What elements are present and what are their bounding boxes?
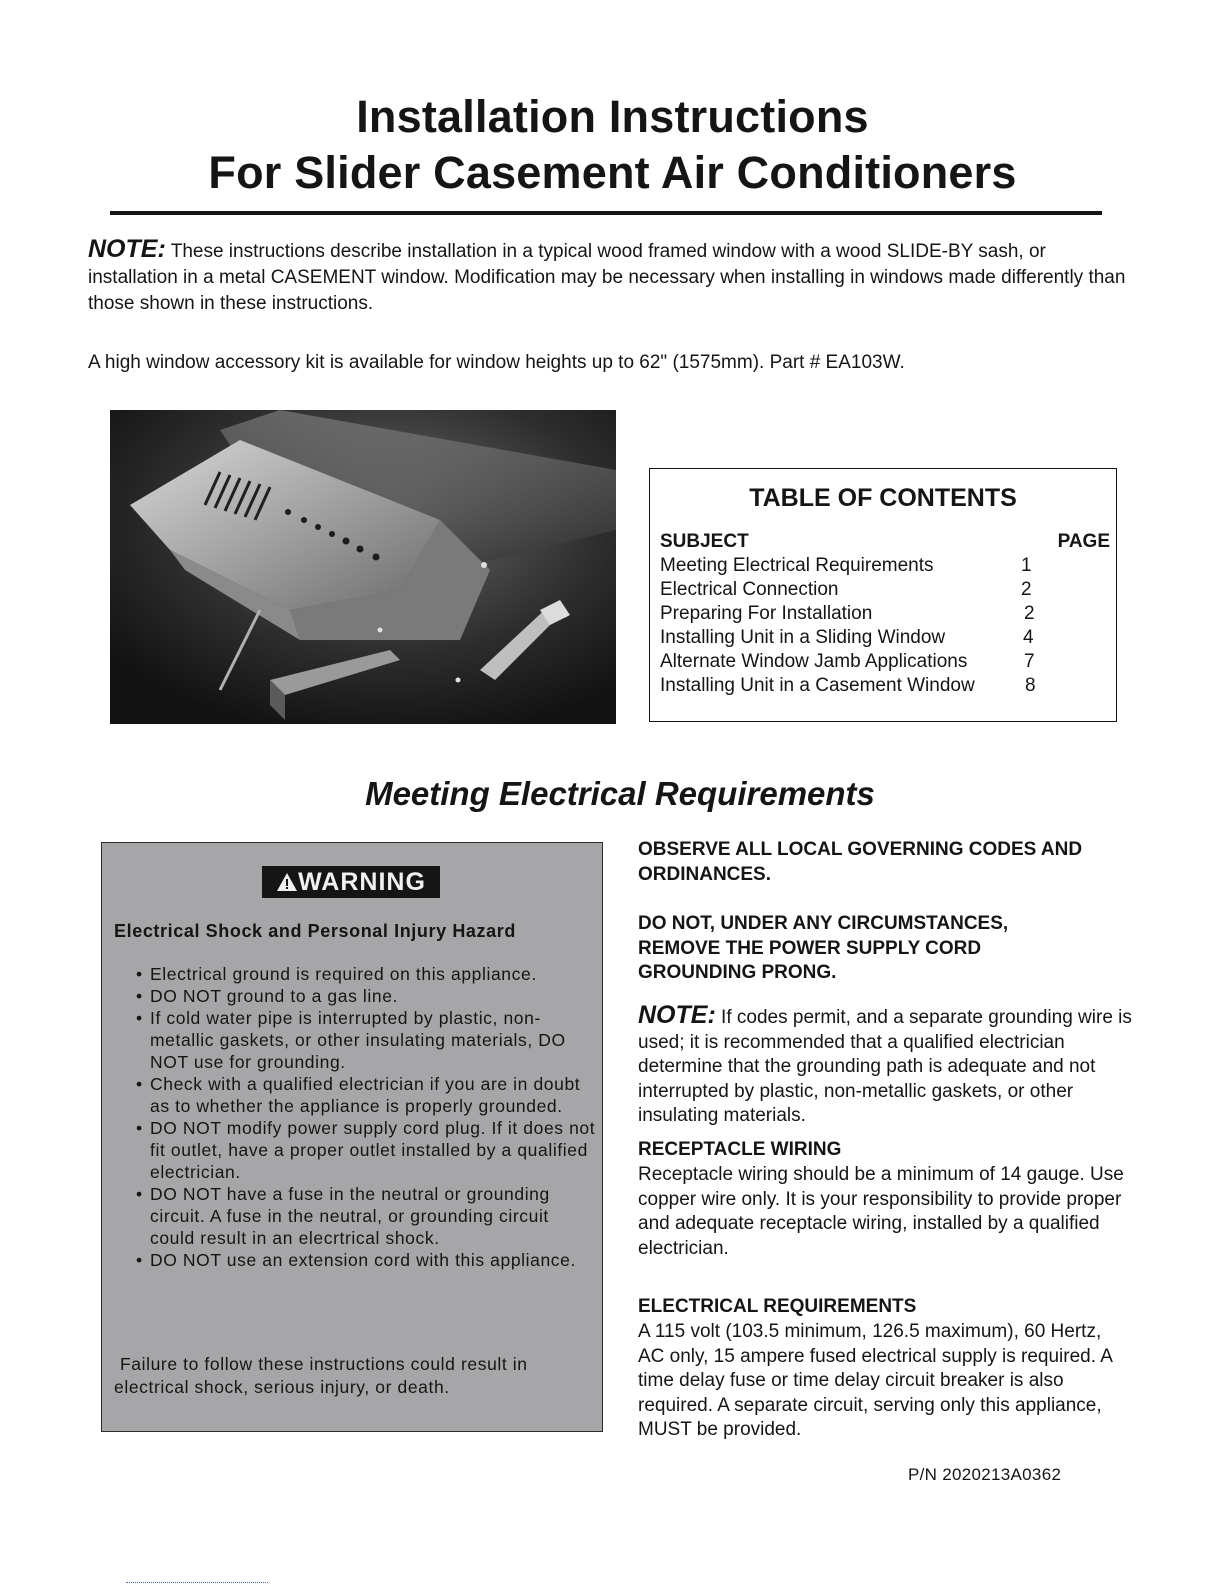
do-not-remove-text: DO NOT, UNDER ANY CIRCUMSTANCES, REMOVE THE POWER SUPPLY CORD GROUNDING PRONG. xyxy=(638,913,1009,983)
warning-item-text: Electrical ground is required on this appliance. xyxy=(150,964,537,984)
warning-item-text: DO NOT modify power supply cord plug. If it does not fit outlet, have a proper outlet installed by a qualified electrician. xyxy=(150,1118,596,1182)
observe-codes-text: OBSERVE ALL LOCAL GOVERNING CODES AND ORDINANCES. xyxy=(638,839,1083,885)
electrical-text: A 115 volt (103.5 minimum, 126.5 maximum), 60 Hertz, AC only, 15 ampere fused electrical supply is required. A time delay fuse or time delay circuit breaker is also required. A separate circuit, serving only this appliance, MUST be provided. xyxy=(638,1321,1112,1440)
toc-page-header: PAGE xyxy=(1057,531,1110,552)
intro-note xyxy=(88,236,1133,317)
section-title: Meeting Electrical Requirements xyxy=(365,775,875,812)
accessory-kit-text: A high window accessory kit is available for window heights up to 62" (1575mm). Part # EA103W. xyxy=(88,352,905,373)
warning-item: • Check with a qualified electrician if you are in doubt as to whether the appliance is properly grounded. xyxy=(136,1074,581,1116)
warning-item-text: If cold water pipe is interrupted by plastic, non-metallic gaskets, or other insulating materials, DO NOT use for grounding. xyxy=(150,1008,566,1072)
title-line-1: Installation Instructions xyxy=(356,91,869,142)
toc-entry-page: 4 xyxy=(1023,627,1034,648)
warning-item: • Electrical ground is required on this appliance. xyxy=(136,964,537,984)
table-of-contents xyxy=(649,468,1117,722)
toc-title: TABLE OF CONTENTS xyxy=(749,484,1017,512)
warning-footer: Failure to follow these instructions could result in electrical shock, serious injury, or death. xyxy=(114,1354,528,1397)
air-conditioner-photo xyxy=(110,410,616,724)
page-edge-mark xyxy=(126,1582,268,1583)
warning-box xyxy=(101,842,603,1432)
toc-entry-subject: Installing Unit in a Casement Window xyxy=(660,675,975,696)
electrical-heading: ELECTRICAL REQUIREMENTS xyxy=(638,1296,917,1317)
warning-item-text: DO NOT have a fuse in the neutral or grounding circuit. A fuse in the neutral, or grounding circuit could result in an elecrtrical shock. xyxy=(150,1184,550,1248)
toc-entry-page: 7 xyxy=(1024,651,1035,672)
part-number: P/N 2020213A0362 xyxy=(908,1465,1062,1484)
warning-item-text: DO NOT use an extension cord with this appliance. xyxy=(150,1250,576,1270)
warning-item: • DO NOT modify power supply cord plug. If it does not fit outlet, have a proper outlet installed by a qualified electrician. xyxy=(136,1118,596,1182)
warning-triangle-icon xyxy=(276,872,298,892)
receptacle-text: Receptacle wiring should be a minimum of 14 gauge. Use copper wire only. It is your responsibility to provide proper and adequate receptacle wiring, installed by a qualified electrician. xyxy=(638,1164,1124,1259)
warning-item: • DO NOT have a fuse in the neutral or grounding circuit. A fuse in the neutral, or grounding circuit could result in an elecrtrical shock. xyxy=(136,1184,550,1248)
toc-entry-subject: Electrical Connection xyxy=(660,579,839,600)
toc-entry-page: 2 xyxy=(1024,603,1035,624)
note-label: NOTE: xyxy=(88,235,166,263)
right-note-text: If codes permit, and a separate grounding wire is used; it is recommended that a qualified electrician determine that the grounding path is adequate and not interrupted by plastic, non-metallic gaskets, or other insulating materials. xyxy=(638,1007,1132,1126)
toc-entry-page: 2 xyxy=(1021,579,1032,600)
note-text: These instructions describe installation in a typical wood framed window with a wood SLIDE-BY sash, or installation in a metal CASEMENT window. Modification may be necessary when installing in windows made differently than those shown in these instructions. xyxy=(88,241,1126,314)
warning-list xyxy=(136,963,598,1271)
title-line-2: For Slider Casement Air Conditioners xyxy=(208,147,1017,198)
toc-entry-subject: Meeting Electrical Requirements xyxy=(660,555,934,576)
toc-entry-subject: Preparing For Installation xyxy=(660,603,873,624)
toc-entry-subject: Installing Unit in a Sliding Window xyxy=(660,627,946,648)
toc-entry-subject: Alternate Window Jamb Applications xyxy=(660,651,968,672)
warning-item-text: Check with a qualified electrician if you are in doubt as to whether the appliance is properly grounded. xyxy=(150,1074,581,1116)
warning-item: • DO NOT ground to a gas line. xyxy=(136,986,398,1006)
warning-item: • If cold water pipe is interrupted by plastic, non-metallic gaskets, or other insulating materials, DO NOT use for grounding. xyxy=(136,1008,566,1072)
right-note-label: NOTE: xyxy=(638,1001,716,1029)
toc-entry-page: 8 xyxy=(1025,675,1036,696)
warning-heading: Electrical Shock and Personal Injury Hazard xyxy=(114,921,516,941)
receptacle-heading: RECEPTACLE WIRING xyxy=(638,1139,842,1160)
warning-badge-label: WARNING xyxy=(298,868,426,896)
warning-badge xyxy=(262,866,440,898)
toc-subject-header: SUBJECT xyxy=(660,531,749,552)
warning-item: • DO NOT use an extension cord with this appliance. xyxy=(136,1250,576,1270)
right-note xyxy=(638,1003,1138,1129)
header-rule xyxy=(110,211,1102,215)
toc-entry-page: 1 xyxy=(1021,555,1032,576)
warning-item-text: DO NOT ground to a gas line. xyxy=(150,986,398,1006)
